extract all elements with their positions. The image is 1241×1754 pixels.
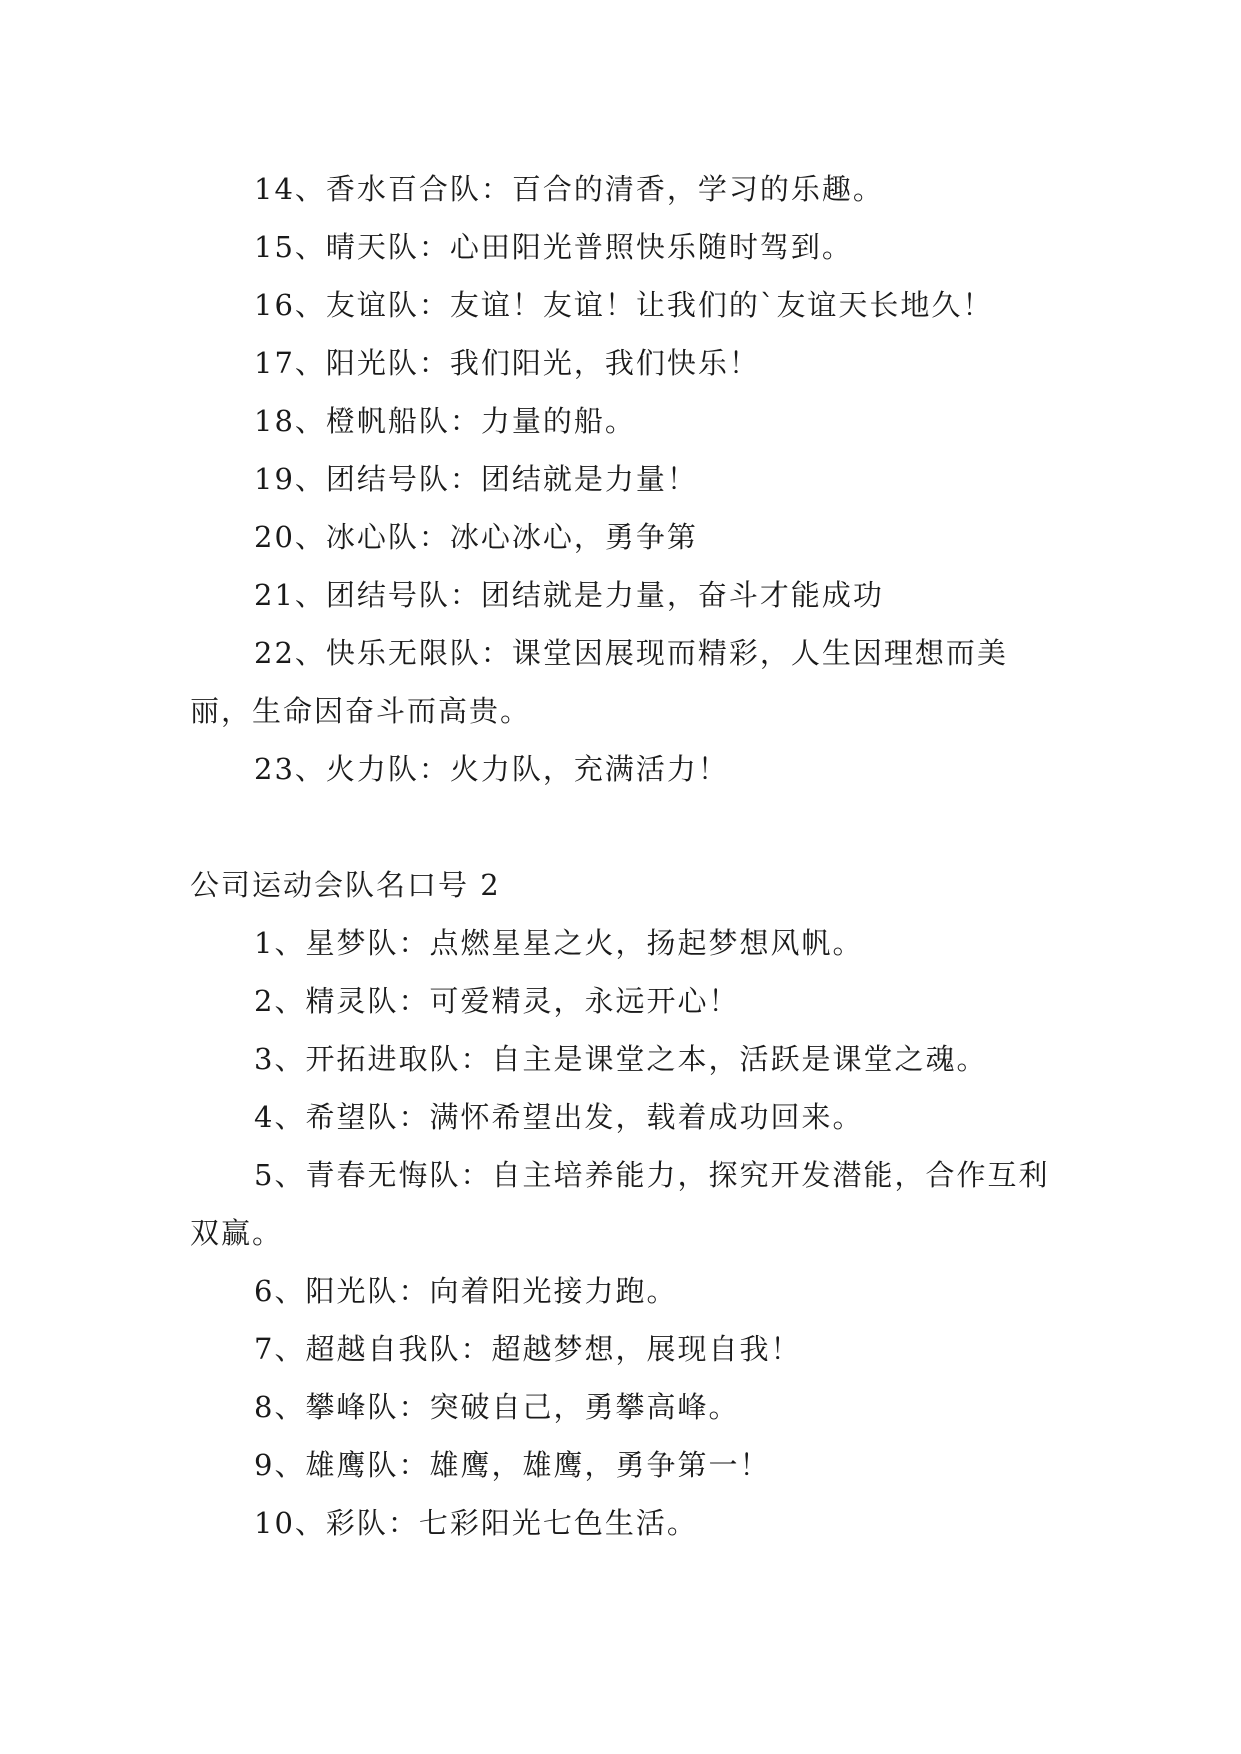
list-item: 20、冰心队：冰心冰心，勇争第 [254,520,698,554]
list-item: 5、青春无悔队：自主培养能力，探究开发潜能，合作互利双赢。 [190,1158,1050,1250]
list-item: 21、团结号队：团结就是力量，奋斗才能成功 [254,578,884,612]
list-item: 4、希望队：满怀希望出发，载着成功回来。 [254,1100,864,1134]
slogan-list [190,914,1050,1552]
slogan-list-continued [190,160,1050,798]
list-item: 10、彩队：七彩阳光七色生活。 [254,1506,698,1540]
list-item: 3、开拓进取队：自主是课堂之本，活跃是课堂之魂。 [254,1042,988,1076]
list-item: 2、精灵队：可爱精灵，永远开心！ [254,984,740,1018]
list-item: 16、友谊队：友谊！友谊！让我们的`友谊天长地久！ [254,288,994,322]
list-item: 17、阳光队：我们阳光，我们快乐！ [254,346,760,380]
list-item: 23、火力队：火力队，充满活力！ [254,752,729,786]
list-item: 22、快乐无限队：课堂因展现而精彩，人生因理想而美丽，生命因奋斗而高贵。 [190,636,1008,728]
list-item: 7、超越自我队：超越梦想，展现自我！ [254,1332,802,1366]
list-item: 1、星梦队：点燃星星之火，扬起梦想风帆。 [254,926,864,960]
section-spacer [190,798,1050,856]
list-item: 9、雄鹰队：雄鹰，雄鹰，勇争第一！ [254,1448,771,1482]
list-item: 15、晴天队：心田阳光普照快乐随时驾到。 [254,230,853,264]
list-item: 19、团结号队：团结就是力量！ [254,462,698,496]
document-body [190,160,1050,1552]
list-item: 6、阳光队：向着阳光接力跑。 [254,1274,678,1308]
list-item: 18、橙帆船队：力量的船。 [254,404,636,438]
section-heading: 公司运动会队名口号 2 [190,868,501,902]
list-item: 14、香水百合队：百合的清香，学习的乐趣。 [254,172,884,206]
list-item: 8、攀峰队：突破自己，勇攀高峰。 [254,1390,740,1424]
